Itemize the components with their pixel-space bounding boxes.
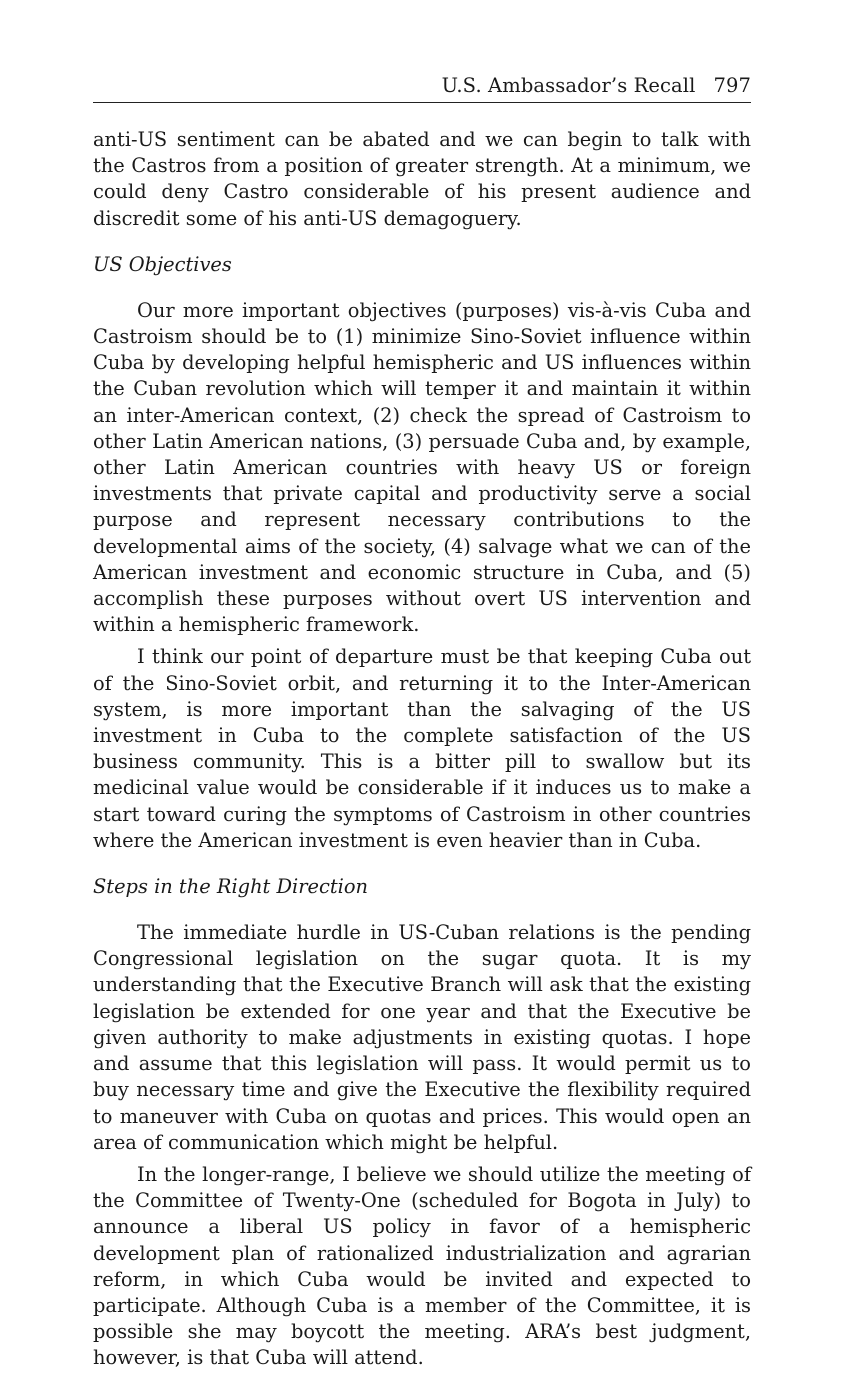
section-heading-us-objectives: US Objectives (93, 252, 232, 276)
paragraph-immediate-hurdle: The immediate hurdle in US-Cuban relations is the pending Congressional legislation on the sugar quota. It is my understanding that the Executive Branch will ask that the existing legislation be extended for one year and that the Executive be given authority to make adjustments in existing quotas. I hope and assume that this legislation will pass. It would permit us to buy necessary time and give the Executive the flexibility required to maneuver with Cuba on quotas and prices. This would open an area of communication which might be helpful. (93, 921, 751, 1154)
page-number: 797 (713, 74, 751, 97)
document-page (93, 72, 751, 1372)
paragraph-longer-range: In the longer-range, I believe we should utilize the meeting of the Committee of Twenty-One (scheduled for Bogota in July) to announce a liberal US policy in favor of a hemispheric development plan of rationalized industrialization and agrarian reform, in which Cuba would be invited and expected to participate. Although Cuba is a member of the Committee, it is possible she may boycott the meeting. ARA’s best judgment, however, is that Cuba will attend. (93, 1162, 751, 1370)
section-heading-steps: Steps in the Right Direction (93, 875, 369, 899)
running-head-title: U.S. Ambassador’s Recall (441, 74, 696, 97)
body-text (93, 127, 751, 1372)
paragraph-point-of-departure: I think our point of departure must be that keeping Cuba out of the Sino-Soviet orbit, and returning it to the Inter-American system, is more important than the salvaging of the US investment in Cuba to the complete satisfaction of the US business community. This is a bitter pill to swallow but its medicinal value would be considerable if it induces us to make a start toward curing the symptoms of Castroism in other countries where the American investment is even heavier than in Cuba. (93, 645, 751, 852)
paragraph-objectives: Our more important objectives (purposes) vis-à-vis Cuba and Castroism should be to (1) minimize Sino-Soviet influence within Cuba by developing helpful hemispheric and US influences within the Cuban revolution which will temper it and maintain it within an inter-American context, (2) check the spread of Castroism to other Latin American nations, (3) persuade Cuba and, by example, other Latin American countries with heavy US or foreign investments that private capital and productivity serve a social purpose and represent necessary contributions to the developmental aims of the society, (4) salvage what we can of the American investment and economic structure in Cuba, and (5) accomplish these purposes without overt US intervention and within a hemispheric framework. (93, 298, 751, 637)
paragraph-continued: anti-US sentiment can be abated and we can begin to talk with the Castros from a position of greater strength. At a minimum, we could deny Castro considerable of his present audience and discredit some of his anti-US demagoguery. (93, 128, 751, 230)
running-head (93, 72, 751, 103)
